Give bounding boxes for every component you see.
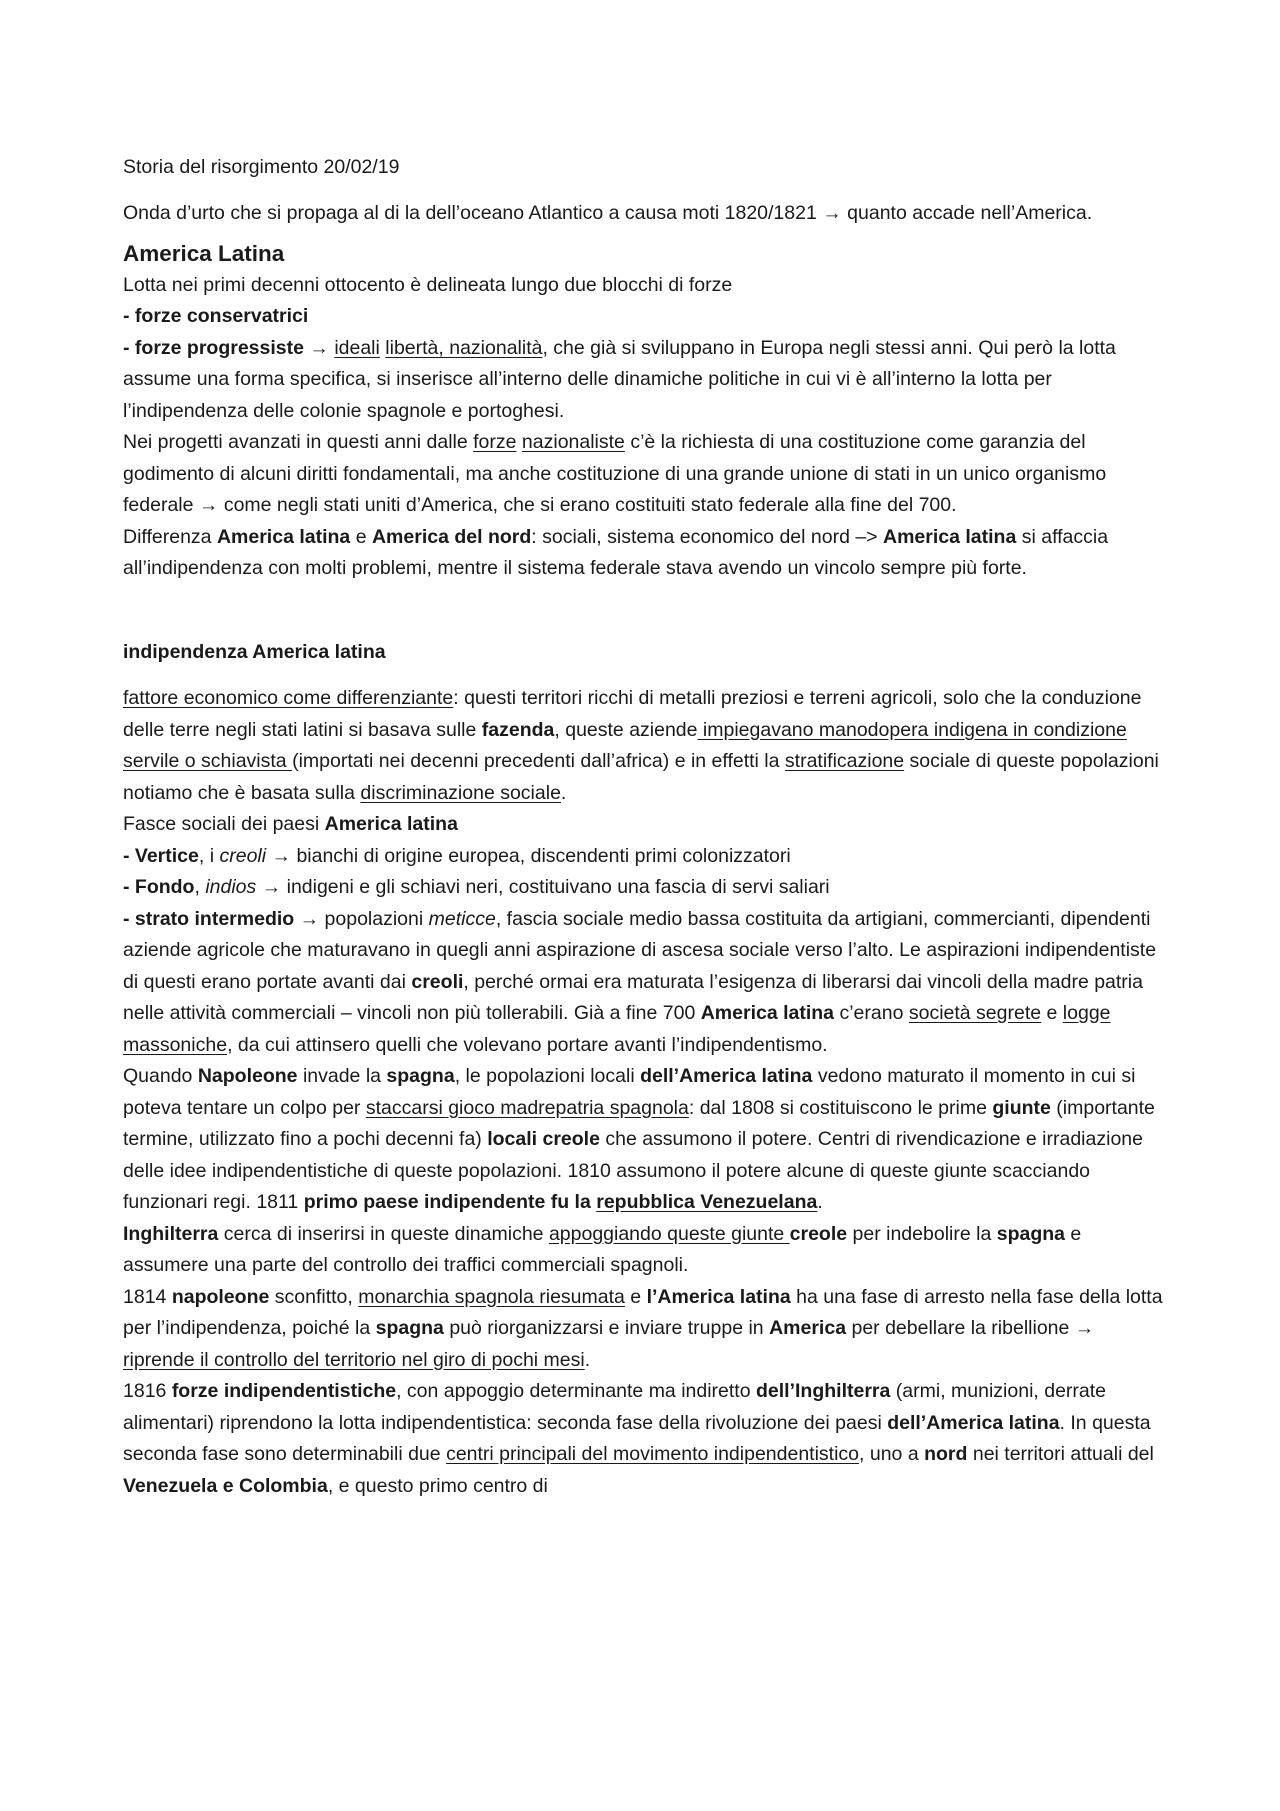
arrow-right-icon: → xyxy=(822,201,842,224)
section-title-america-latina: America Latina xyxy=(123,241,285,266)
paragraph: Differenza America latina e America del nord: sociali, sistema economico del nord –> America latina si affaccia all’indipendenza con molti problemi, mentre il sistema federale stava avendo un vincolo sempre più forte. xyxy=(123,525,1109,579)
section-title-indipendenza: indipendenza America latina xyxy=(123,640,386,663)
paragraph: 1816 forze indipendentistiche, con appoggio determinante ma indiretto dell’Inghilterra (armi, munizioni, derrate alimentari) riprendono la lotta indipendentistica: seconda fase della rivoluzione dei paesi dell’America latina. In questa seconda fase sono determinabili due centri principali del movimento indipendentistico, uno a nord nei territori attuali del Venezuela e Colombia, e questo primo centro di xyxy=(123,1380,1154,1497)
list-item: - Fondo, indios → indigeni e gli schiavi neri, costituivano una fascia di servi saliari xyxy=(123,876,830,898)
intro-paragraph: Onda d’urto che si propaga al di la dell’oceano Atlantico a causa moti 1820/1821 → quanto accade nell’America. xyxy=(123,201,1093,224)
paragraph: Nei progetti avanzati in questi anni dalle forze nazionaliste c’è la richiesta di una costituzione come garanzia del godimento di alcuni diritti fondamentali, ma anche costituzione di una grande unione di stati in un unico organismo federale → come negli stati uniti d’America, che si erano costituiti stato federale alla fine del 700. xyxy=(123,431,1107,516)
arrow-right-icon: → xyxy=(261,876,282,898)
arrow-right-icon: → xyxy=(1074,1317,1095,1339)
list-item: - forze conservatrici xyxy=(123,305,309,327)
paragraph: Quando Napoleone invade la spagna, le popolazioni locali dell’America latina vedono maturato il momento in cui si poteva tentare un colpo per staccarsi gioco madrepatria spagnola: dal 1808 si costituiscono le prime giunte (importante termine, utilizzato fino a pochi decenni fa) locali creole che assumono il potere. Centri di rivendicazione e irradiazione delle idee indipendentistiche di queste popolazioni. 1810 assumono il potere alcune di queste giunte scacciando funzionari regi. 1811 primo paese indipendente fu la repubblica Venezuelana. xyxy=(123,1065,1155,1213)
list-item: - strato intermedio → popolazioni meticce, fascia sociale medio bassa costituita da artigiani, commercianti, dipendenti aziende agricole che maturavano in quegli anni aspirazione di ascesa sociale verso l’alto. Le aspirazioni indipendentiste di questi erano portate avanti dai creoli, perché ormai era maturata l’esigenza di liberarsi dai vincoli della madre patria nelle attività commerciali – vincoli non più tollerabili. Già a fine 700 America latina c’erano società segrete e logge massoniche, da cui attinsero quelli che volevano portare avanti l’indipendentismo. xyxy=(123,907,1157,1056)
arrow-right-icon: → xyxy=(198,494,219,516)
document-header: Storia del risorgimento 20/02/19 xyxy=(123,156,400,178)
document-body xyxy=(123,152,1168,1502)
paragraph: Fasce sociali dei paesi America latina xyxy=(123,813,458,835)
arrow-right-icon: → xyxy=(299,907,320,930)
list-item: - forze progressiste → ideali libertà, nazionalità, che già si sviluppano in Europa negli stessi anni. Qui però la lotta assume una forma specifica, si inserisce all’interno delle dinamiche politiche in cui vi è all’interno la lotta per l’indipendenza delle colonie spagnole e portoghesi. xyxy=(123,336,1116,422)
arrow-right-icon: → xyxy=(309,336,329,359)
paragraph: 1814 napoleone sconfitto, monarchia spagnola riesumata e l’America latina ha una fase di arresto nella fase della lotta per l’indipendenza, poiché la spagna può riorganizzarsi e inviare truppe in America per debellare la ribellione → riprende il controllo del territorio nel giro di pochi mesi. xyxy=(123,1285,1163,1371)
paragraph: fattore economico come differenziante: questi territori ricchi di metalli preziosi e terreni agricoli, solo che la conduzione delle terre negli stati latini si basava sulle fazenda, queste aziende impiegavano manodopera indigena in condizione servile o schiavista (importati nei decenni precedenti dall’africa) e in effetti la stratificazione sociale di queste popolazioni notiamo che è basata sulla discriminazione sociale. xyxy=(123,687,1159,804)
arrow-right-icon: → xyxy=(271,844,292,867)
paragraph: Lotta nei primi decenni ottocento è delineata lungo due blocchi di forze xyxy=(123,273,733,296)
list-item: - Vertice, i creoli → bianchi di origine europea, discendenti primi colonizzatori xyxy=(123,844,791,867)
paragraph: Inghilterra cerca di inserirsi in queste dinamiche appoggiando queste giunte creole per indebolire la spagna e assumere una parte del controllo dei traffici commerciali spagnoli. xyxy=(123,1222,1082,1276)
